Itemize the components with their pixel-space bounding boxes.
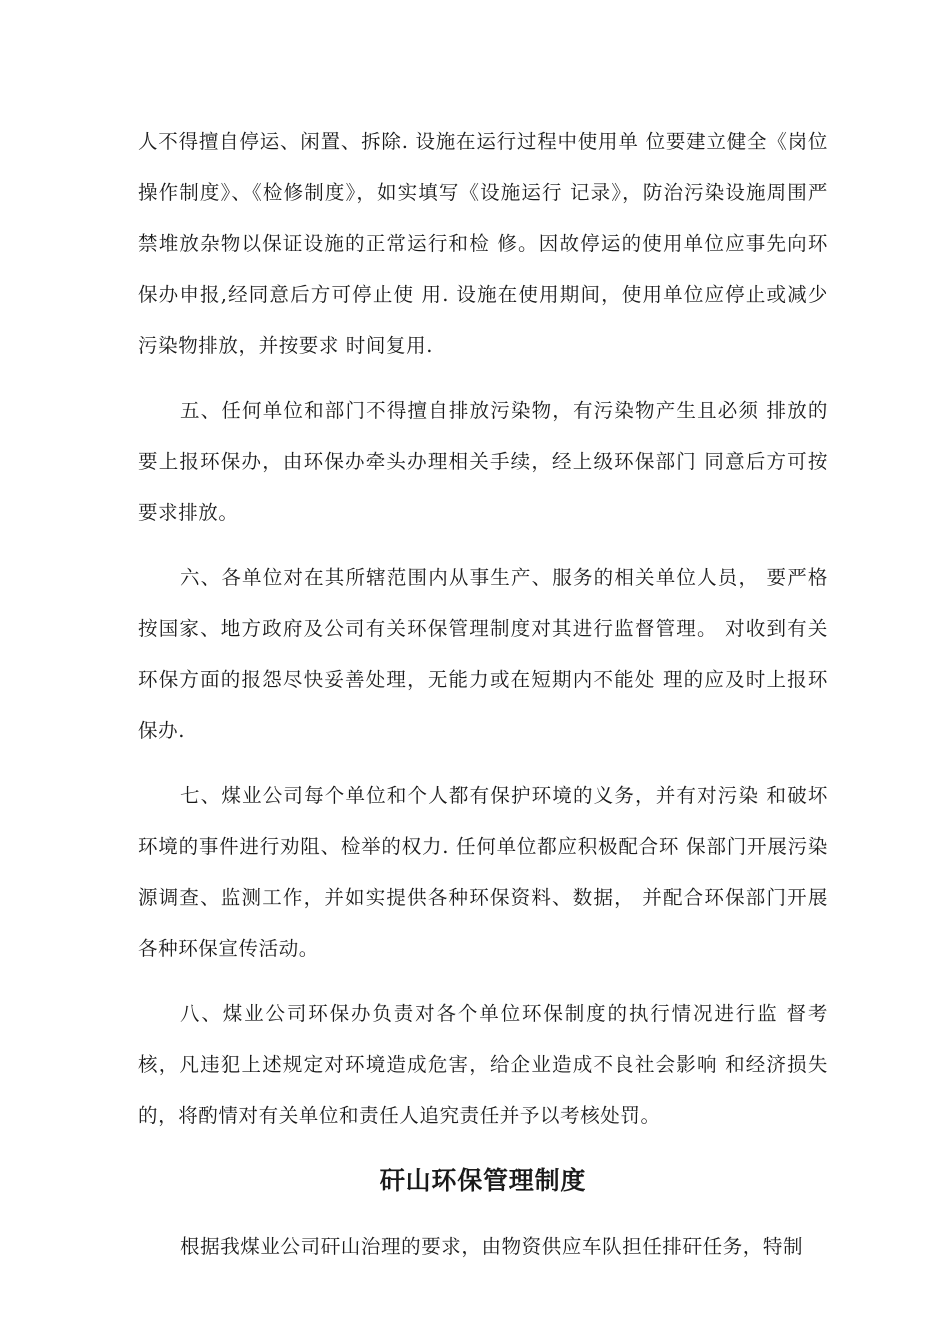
paragraph-item-7: 七、煤业公司每个单位和个人都有保护环境的义务，并有对污染 和破坏环境的事件进行劝阻、检举的权力. 任何单位都应积极配合环 保部门开展污染源调查、监测工作，并如实提供各种环保资料、数据， 并配合环保部门开展各种环保宣传活动。 [138, 784, 828, 960]
paragraph-item-6: 六、各单位对在其所辖范围内从事生产、服务的相关单位人员， 要严格按国家、地方政府及公司有关环保管理制度对其进行监督管理。 对收到有关环保方面的报怨尽快妥善处理，无能力或在短期内不能处 理的应及时上报环保办. [138, 566, 828, 742]
section-title: 矸山环保管理制度 [379, 1166, 587, 1195]
paragraph-continuation: 人不得擅自停运、闲置、拆除. 设施在运行过程中使用单 位要建立健全《岗位操作制度》、《检修制度》，如实填写《设施运行 记录》，防治污染设施周围严禁堆放杂物以保证设施的正常运行和检 修。因故停运的使用单位应事先向环保办申报,经同意后方可停止使 用. 设施在使用期间，使用单位应停止或减少污染物排放，并按要求 时间复用. [138, 130, 828, 357]
paragraph-item-8: 八、煤业公司环保办负责对各个单位环保制度的执行情况进行监 督考核，凡违犯上述规定对环境造成危害，给企业造成不良社会影响 和经济损失的，将酌情对有关单位和责任人追究责任并予以考核处罚。 [138, 1002, 828, 1127]
document-page [138, 116, 828, 1286]
paragraph-item-5: 五、任何单位和部门不得擅自排放污染物，有污染物产生且必须 排放的要上报环保办，由环保办牵头办理相关手续，经上级环保部门 同意后方可按要求排放。 [138, 399, 828, 524]
paragraph-intro: 根据我煤业公司矸山治理的要求，由物资供应车队担任排矸任务，特制 [180, 1235, 804, 1258]
